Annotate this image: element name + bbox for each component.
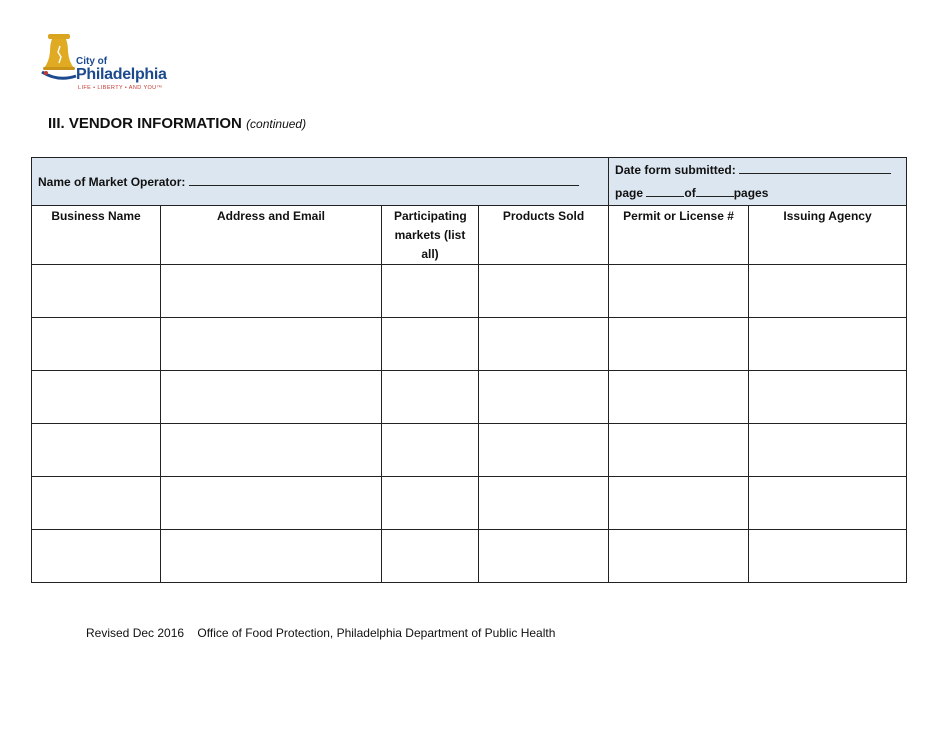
footer-office: Office of Food Protection, Philadelphia Department of Public Health	[197, 626, 556, 640]
table-cell-input[interactable]	[382, 424, 479, 477]
table-cell-input[interactable]	[749, 371, 907, 424]
table-cell-input[interactable]	[609, 530, 749, 583]
table-cell-input[interactable]	[382, 530, 479, 583]
table-cell-input[interactable]	[161, 265, 382, 318]
city-of-philadelphia-logo	[40, 32, 180, 94]
section-subtitle: (continued)	[246, 117, 307, 131]
table-cell-input[interactable]	[32, 477, 161, 530]
column-header: Products Sold	[479, 206, 609, 265]
table-cell-input[interactable]	[749, 318, 907, 371]
table-cell-input[interactable]	[479, 265, 609, 318]
table-cell-input[interactable]	[161, 318, 382, 371]
table-cell-input[interactable]	[609, 477, 749, 530]
section-title-text: III. VENDOR INFORMATION	[48, 115, 242, 132]
footer	[86, 626, 555, 640]
table-cell-input[interactable]	[609, 371, 749, 424]
liberty-bell-icon	[40, 32, 80, 82]
table-cell-input[interactable]	[749, 424, 907, 477]
table-row	[32, 477, 907, 530]
vendor-information-table	[31, 157, 907, 583]
table-cell-input[interactable]	[609, 424, 749, 477]
table-cell-input[interactable]	[32, 265, 161, 318]
section-title	[48, 115, 306, 132]
table-row	[32, 265, 907, 318]
column-header-row	[32, 206, 907, 265]
page-number-field[interactable]	[646, 185, 684, 197]
table-cell-input[interactable]	[479, 318, 609, 371]
page-count-row	[615, 182, 906, 205]
footer-revised: Revised Dec 2016	[86, 626, 185, 640]
table-cell-input[interactable]	[32, 371, 161, 424]
market-operator-label: Name of Market Operator:	[38, 175, 186, 189]
date-submitted-label: Date form submitted:	[615, 162, 736, 177]
table-cell-input[interactable]	[161, 424, 382, 477]
logo-tagline: LIFE • LIBERTY • AND YOU™	[78, 85, 163, 91]
date-submitted-field[interactable]	[739, 162, 891, 174]
table-cell-input[interactable]	[479, 477, 609, 530]
of-label: of	[684, 185, 696, 200]
table-row	[32, 530, 907, 583]
table-cell-input[interactable]	[161, 371, 382, 424]
table-cell-input[interactable]	[609, 265, 749, 318]
total-pages-field[interactable]	[696, 185, 734, 197]
table-cell-input[interactable]	[382, 265, 479, 318]
table-cell-input[interactable]	[382, 371, 479, 424]
table-cell-input[interactable]	[609, 318, 749, 371]
table-cell-input[interactable]	[32, 530, 161, 583]
table-cell-input[interactable]	[749, 530, 907, 583]
column-header: Participating markets (list all)	[382, 206, 479, 265]
table-cell-input[interactable]	[382, 318, 479, 371]
column-header: Issuing Agency	[749, 206, 907, 265]
table-row	[32, 371, 907, 424]
table-cell-input[interactable]	[382, 477, 479, 530]
table-cell-input[interactable]	[32, 424, 161, 477]
table-cell-input[interactable]	[749, 477, 907, 530]
page-label: page	[615, 185, 644, 200]
logo-name-text: Philadelphia	[76, 66, 167, 83]
table-row	[32, 318, 907, 371]
pages-label: pages	[733, 185, 769, 200]
date-submitted-cell	[609, 158, 907, 206]
table-cell-input[interactable]	[479, 371, 609, 424]
table-cell-input[interactable]	[161, 530, 382, 583]
logo-city-text: City of	[76, 56, 108, 67]
table-header-row	[32, 158, 907, 206]
market-operator-field[interactable]	[189, 174, 579, 186]
table-cell-input[interactable]	[32, 318, 161, 371]
date-submitted-row	[615, 159, 906, 182]
market-operator-cell	[32, 158, 609, 206]
column-header: Permit or License #	[609, 206, 749, 265]
table-cell-input[interactable]	[161, 477, 382, 530]
table-row	[32, 424, 907, 477]
column-header: Business Name	[32, 206, 161, 265]
table-cell-input[interactable]	[749, 265, 907, 318]
vendor-rows	[32, 265, 907, 583]
table-cell-input[interactable]	[479, 530, 609, 583]
table-cell-input[interactable]	[479, 424, 609, 477]
column-header: Address and Email	[161, 206, 382, 265]
